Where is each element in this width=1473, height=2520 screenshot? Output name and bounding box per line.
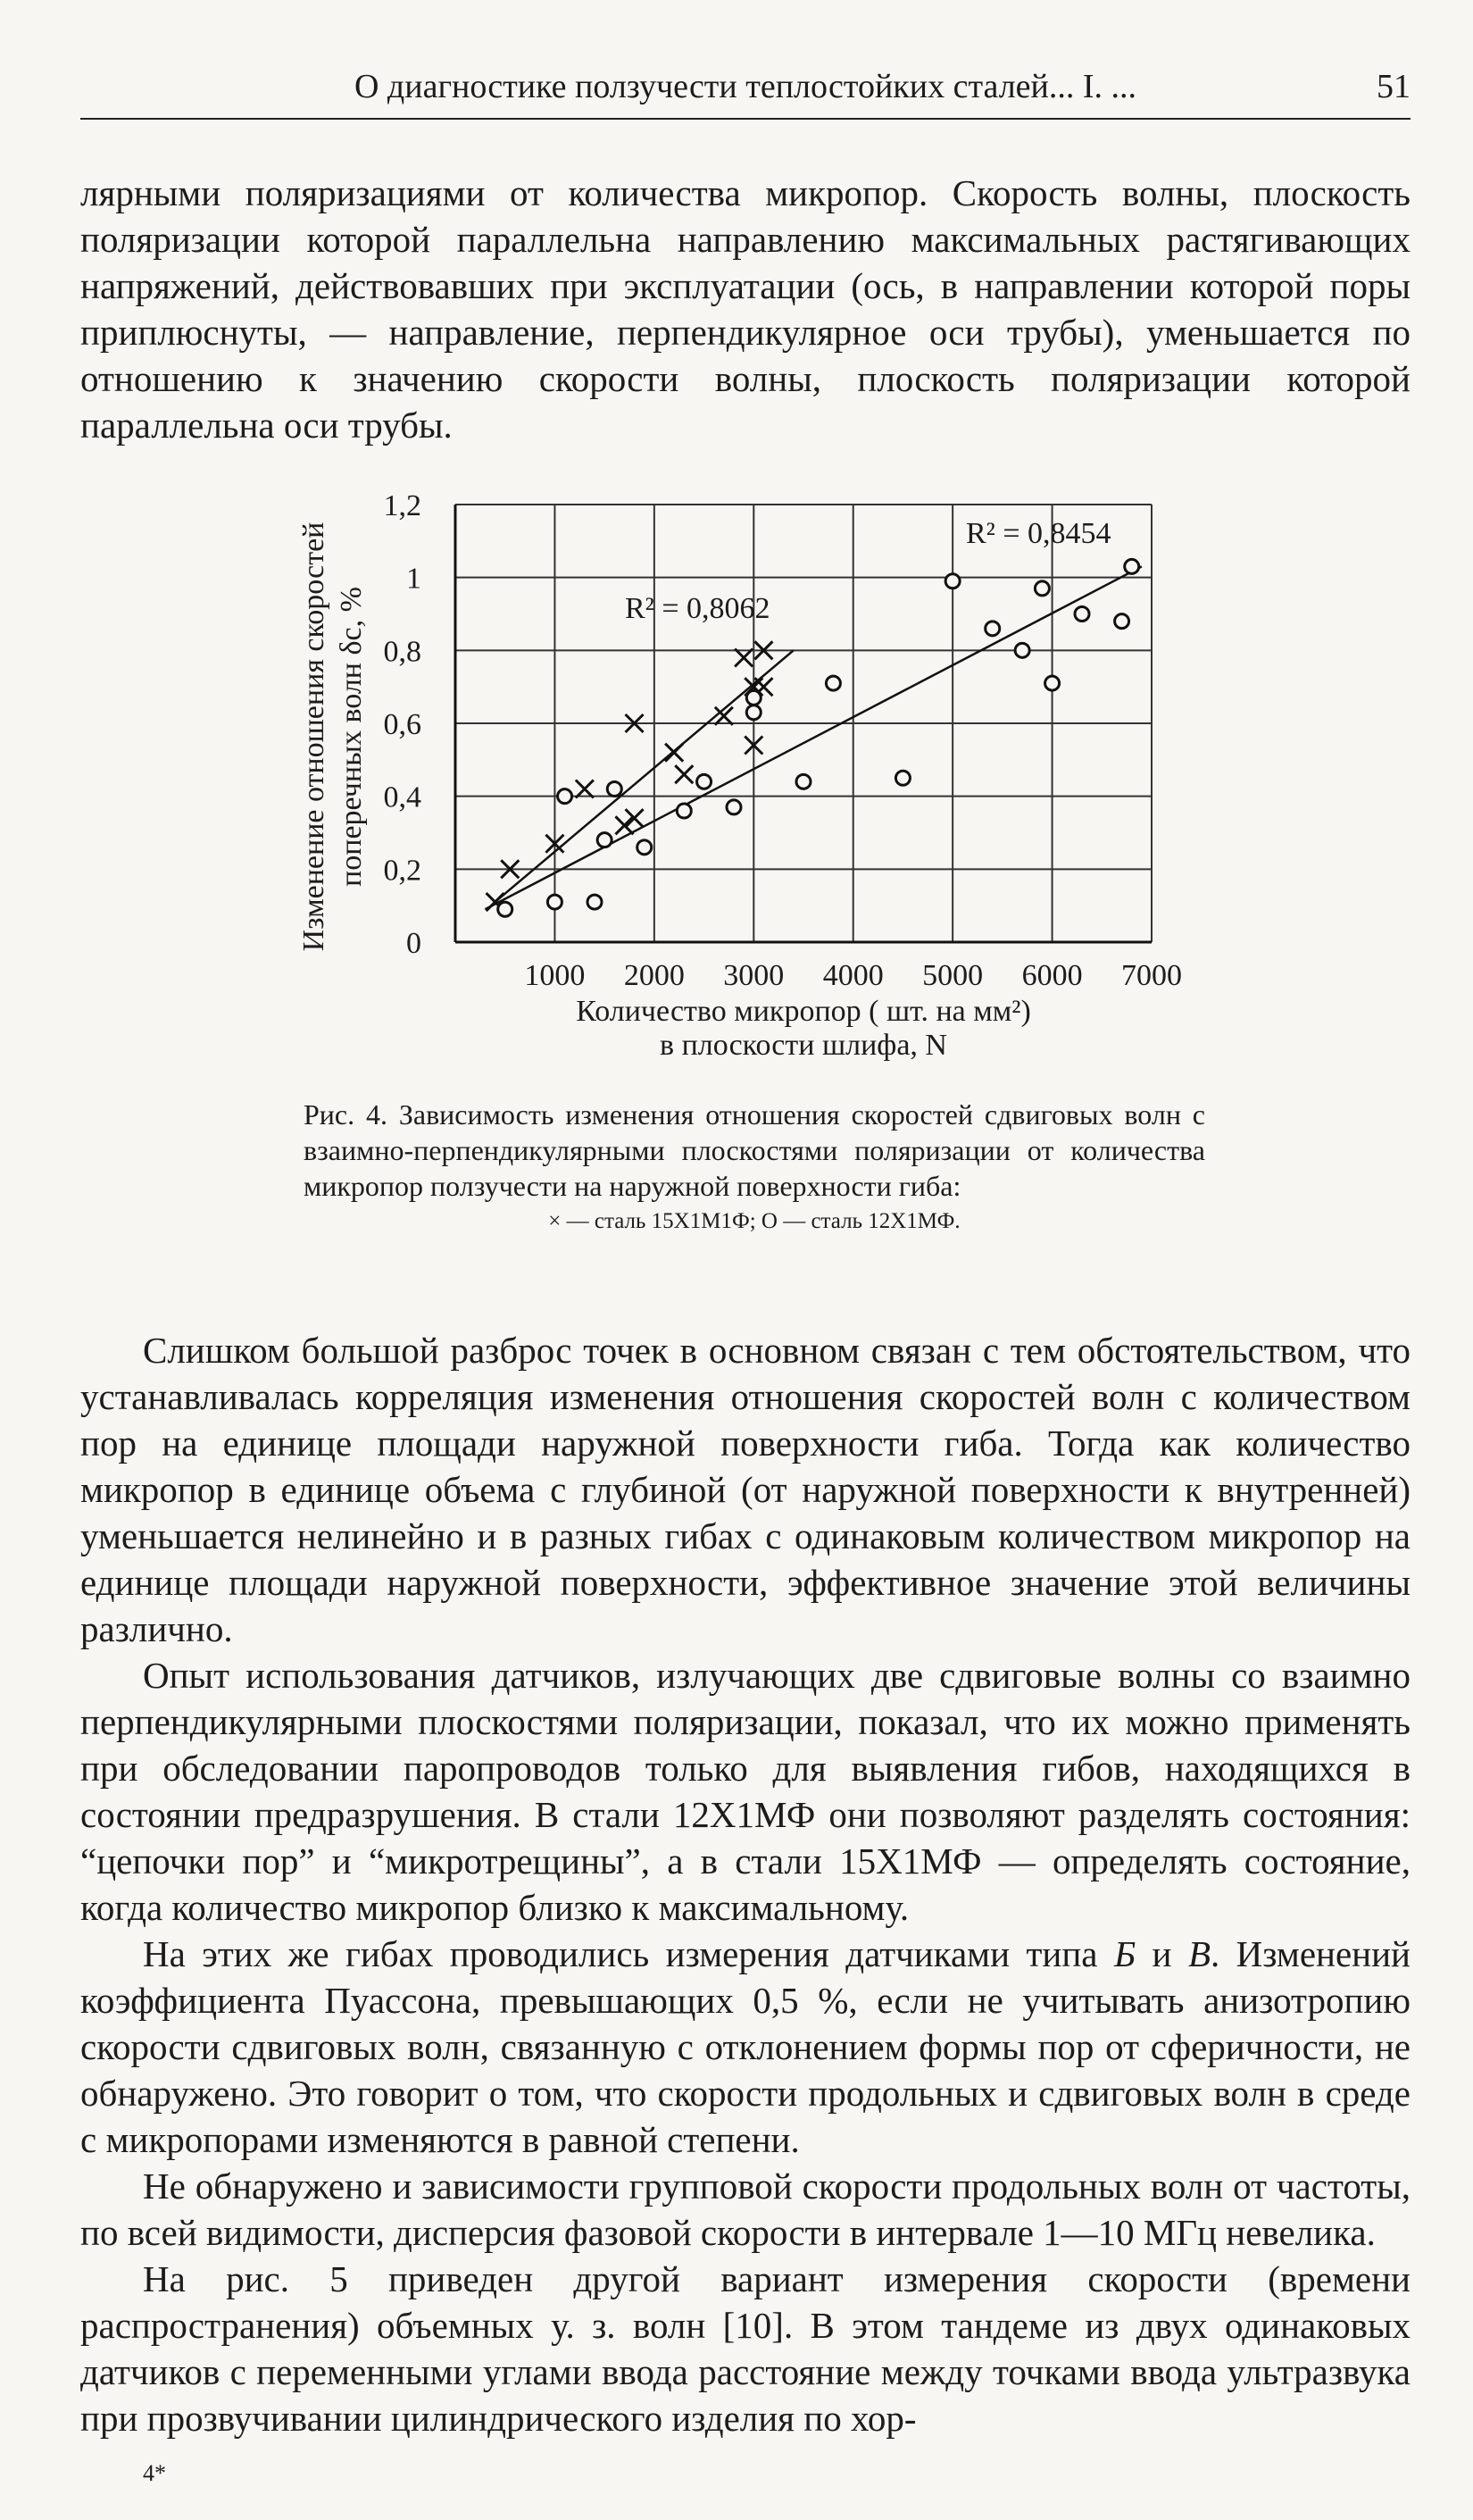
trend-line-12x1mf	[485, 566, 1141, 909]
point-x-15x1m1f	[675, 765, 693, 783]
x-tick-label: 6000	[1021, 959, 1083, 992]
point-o-12x1mf	[796, 774, 811, 789]
sensor-type-v: В	[1187, 1933, 1211, 1974]
chart-fit-lines	[485, 566, 1141, 909]
point-o-12x1mf	[1125, 559, 1139, 573]
top-paragraph-block	[80, 170, 1411, 448]
point-x-15x1m1f	[665, 744, 683, 762]
point-o-12x1mf	[547, 895, 562, 909]
y-axis-title-line1: Изменение отношения скоростей	[297, 522, 330, 952]
poisson-text-mid: и	[1136, 1933, 1188, 1974]
point-o-12x1mf	[986, 622, 1000, 636]
paragraph-scatter: Слишком большой разброс точек в основном связан с тем обстоятельством, что устанавливалась корреляция изменения отношения скоростей волн с количеством пор на единице площади наружной поверхности гиба. Тогда как количество микропор в единице объема с глубиной (от наружной поверхности к внутренней) уменьшается нелинейно и в разных гибах с одинаковым количеством микропор на единице площади наружной поверхности, эффективное значение этой величины различно.	[80, 1330, 1411, 1649]
x-tick-label: 3000	[723, 959, 785, 992]
point-x-15x1m1f	[735, 649, 753, 667]
y-tick-label: 1,2	[383, 489, 421, 522]
chart-grid	[455, 505, 1152, 942]
x-tick-label: 7000	[1121, 959, 1182, 992]
x-tick-label: 1000	[524, 959, 586, 992]
point-o-12x1mf	[1015, 643, 1029, 657]
point-o-12x1mf	[587, 895, 602, 909]
point-o-12x1mf	[746, 690, 761, 705]
top-paragraph: лярными поляризациями от количества микропор. Скорость волны, плоскость поляризации которой параллельна направлению максимальных растягивающих напряжений, действовавших при эксплуатации (ось, в направлении которой поры приплюснуты, — направление, перпендикулярное оси трубы), уменьшается по отношению к значению скорости волны, плоскость поляризации которой параллельна оси трубы.	[80, 172, 1411, 446]
figure-legend: × — сталь 15Х1М1Ф; O — сталь 12Х1МФ.	[548, 1209, 961, 1233]
running-head	[80, 64, 1411, 120]
x-axis-title-line1: Количество микропор ( шт. на мм²)	[576, 995, 1031, 1028]
poisson-text-post: . Изменений коэффициента Пуассона, превышающих 0,5 %, если не учитывать анизотропию скорости сдвиговых волн, связанную с отклонением формы пор от сферичности, не обнаружено. Это говорит о том, что скорости продольных и сдвиговых волн в среде с микропорами изменяются в равной степени.	[80, 1933, 1411, 2160]
point-o-12x1mf	[1075, 607, 1089, 622]
figure-caption-text: Рис. 4. Зависимость изменения отношения скоростей сдвиговых волн с взаимно-перпендикулярными плоскостями поляризации от количества микропор ползучести на наружной поверхности гиба:	[304, 1098, 1205, 1202]
x-tick-label: 2000	[623, 959, 685, 992]
x-axis-title-line2: в плоскости шлифа, N	[660, 1029, 947, 1062]
point-o-12x1mf	[727, 800, 741, 814]
y-tick-label: 1	[406, 562, 421, 596]
point-o-12x1mf	[637, 840, 652, 855]
point-o-12x1mf	[1035, 581, 1049, 596]
point-o-12x1mf	[498, 902, 512, 916]
y-tick-label: 0,4	[383, 780, 421, 814]
x-tick-label: 4000	[822, 959, 884, 992]
paragraph-fig5: На рис. 5 приведен другой вариант измерения скорости (времени распространения) объемных у. з. волн [10]. В этом тандеме из двух одинаковых датчиков с переменными углами ввода расстояние между точками ввода ультразвука при прозвучивании цилиндрического изделия по хор-	[80, 2258, 1411, 2439]
point-o-12x1mf	[597, 833, 612, 847]
r2-label-12x1mf: R² = 0,8454	[966, 517, 1111, 550]
y-tick-label: 0,6	[383, 708, 421, 741]
trend-line-15x1m1f	[495, 650, 794, 902]
page-number: 51	[1377, 68, 1411, 105]
figure-4	[286, 478, 1196, 1094]
running-title: О диагностике ползучести теплостойких сталей... I. ...	[354, 68, 1137, 105]
point-o-12x1mf	[558, 789, 572, 804]
point-o-12x1mf	[1115, 614, 1129, 629]
point-o-12x1mf	[945, 574, 960, 588]
point-o-12x1mf	[746, 705, 761, 720]
r2-label-15x1m1f: R² = 0,8062	[625, 592, 770, 625]
signature-mark: 4*	[143, 2460, 166, 2486]
y-axis-title-line2: поперечных волн δс, %	[335, 587, 368, 887]
paragraph-sensors: Опыт использования датчиков, излучающих две сдвиговые волны со взаимно перпендикулярными плоскостями поляризации, показал, что их можно применять при обследовании паропроводов только для выявления гибов, находящихся в состоянии предразрушения. В стали 12Х1МФ они позволяют разделять состояния: “цепочки пор” и “микротрещины”, а в стали 15Х1МФ — определять состояние, когда количество микропор близко к максимальному.	[80, 1655, 1411, 1928]
sensor-type-b: Б	[1113, 1933, 1136, 1974]
figure-caption	[304, 1097, 1205, 1238]
point-x-15x1m1f	[576, 780, 594, 798]
y-tick-label: 0	[406, 927, 421, 960]
paragraph-dispersion: Не обнаружено и зависимости групповой скорости продольных волн от частоты, по всей видимости, дисперсия фазовой скорости в интервале 1—10 МГц невелика.	[80, 2165, 1411, 2253]
point-o-12x1mf	[697, 774, 712, 789]
scatter-chart	[286, 478, 1196, 1094]
point-o-12x1mf	[677, 804, 691, 818]
x-tick-label: 5000	[922, 959, 984, 992]
point-o-12x1mf	[607, 782, 621, 797]
point-o-12x1mf	[1045, 676, 1060, 690]
point-o-12x1mf	[895, 771, 910, 785]
paragraph-poisson	[80, 1931, 1411, 2163]
point-o-12x1mf	[826, 676, 840, 690]
point-x-15x1m1f	[626, 809, 644, 827]
poisson-text-pre: На этих же гибах проводились измерения датчиками типа	[143, 1933, 1114, 1974]
point-x-15x1m1f	[615, 816, 633, 834]
y-tick-label: 0,8	[383, 635, 421, 669]
y-tick-label: 0,2	[383, 854, 421, 888]
body-text	[80, 1327, 1411, 2441]
